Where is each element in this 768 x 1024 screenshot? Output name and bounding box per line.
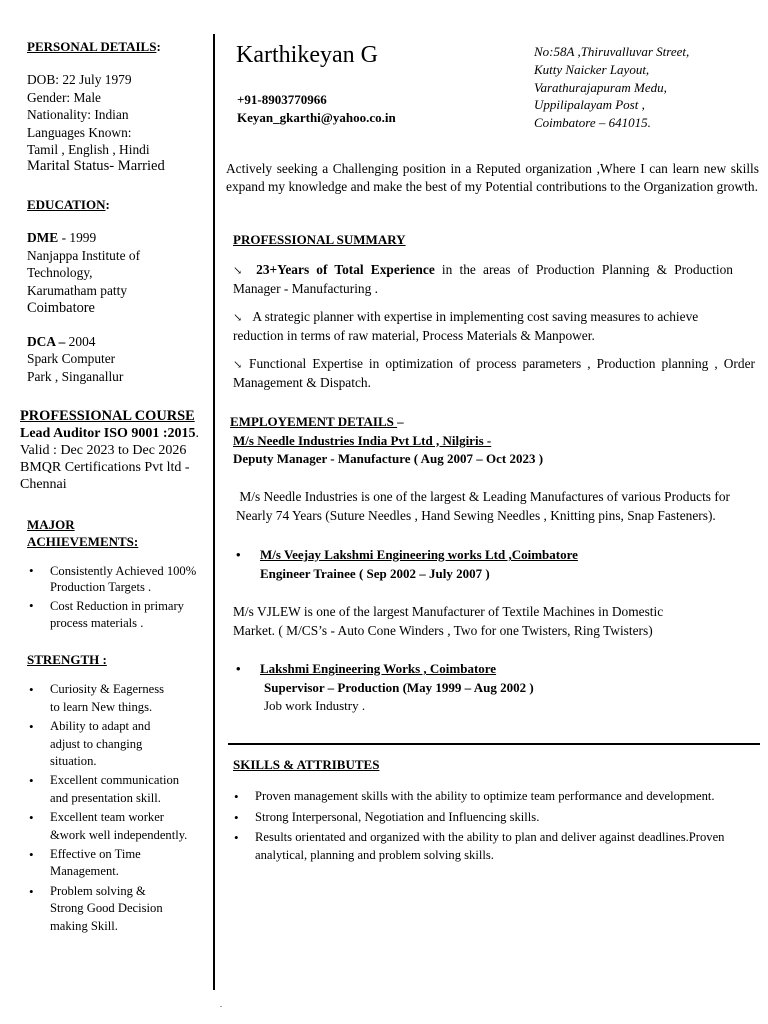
strength-item: • Problem solving & Strong Good Decision making Skill. bbox=[50, 883, 213, 935]
achievements-heading: MAJOR bbox=[27, 517, 75, 532]
strength-item: • Effective on Time Management. bbox=[50, 846, 213, 881]
skills-heading: SKILLS & ATTRIBUTES bbox=[233, 757, 380, 772]
personal-line: Tamil , English , Hindi bbox=[27, 142, 150, 158]
skill-item: • Strong Interpersonal, Negotiation and Influencing skills. bbox=[255, 809, 725, 827]
skill-item: • Proven management skills with the ability to optimize team performance and development. bbox=[255, 788, 725, 806]
job-company: M/s Veejay Lakshmi Engineering works Ltd ,Coimbatore bbox=[260, 547, 578, 562]
personal-line: Gender: Male bbox=[27, 89, 101, 105]
email-address: Keyan_gkarthi@yahoo.co.in bbox=[237, 109, 396, 125]
strength-item: • Curiosity & Eagerness to learn New things. bbox=[50, 681, 213, 716]
achievement-item: • Consistently Achieved 100% Production Targets . bbox=[50, 563, 213, 596]
column-divider bbox=[213, 34, 215, 990]
achievement-item: • Cost Reduction in primary process materials . bbox=[50, 598, 213, 631]
dca-title: DCA – bbox=[27, 334, 66, 350]
job-description: Job work Industry . bbox=[264, 698, 366, 713]
strength-heading: STRENGTH : bbox=[27, 652, 107, 667]
arrow-bullet-icon: ↘ bbox=[233, 265, 243, 277]
job-description: M/s Needle Industries is one of the largest & Leading Manufactures of various Products for Nearly 74 Years (Suture Needles , Hand Sewing Needles , Knitting pins, Snap Fasteners). bbox=[236, 489, 730, 523]
summary-item: ↘ A strategic planner with expertise in implementing cost saving measures to achieve reduction in terms of raw material, Process Materials & Manpower. bbox=[233, 309, 699, 343]
personal-line: Languages Known: bbox=[27, 124, 132, 140]
personal-line: Nationality: Indian bbox=[27, 107, 129, 123]
bullet-icon: • bbox=[236, 661, 241, 676]
marital-status: Marital Status- Married bbox=[27, 158, 165, 175]
achievements-section: MAJOR ACHIEVEMENTS: • Consistently Achieved 100% Production Targets . • Cost Reduction in primary process materials . bbox=[27, 516, 213, 633]
professional-summary-heading: PROFESSIONAL SUMMARY bbox=[233, 232, 406, 247]
arrow-bullet-icon: ↘ bbox=[233, 312, 243, 324]
phone-number: +91-8903770966 bbox=[237, 92, 327, 107]
dme-title: DME bbox=[27, 230, 59, 246]
footer-mark: . bbox=[220, 1000, 222, 1009]
job-company: Lakshmi Engineering Works , Coimbatore bbox=[260, 661, 497, 676]
personal-details-section: PERSONAL DETAILS: DOB: 22 July 1979 Gender: Male Nationality: Indian Languages Known: Tamil , English , Hindi Marital Status- Married bbox=[27, 38, 213, 176]
candidate-name: Karthikeyan G bbox=[236, 42, 378, 68]
course-title: Lead Auditor ISO 9001 :2015 bbox=[20, 426, 196, 441]
employment-header: EMPLOYEMENT DETAILS – M/s Needle Industries India Pvt Ltd , Nilgiris - Deputy Manager - Manufacture ( Aug 2007 – Oct 2023 ) bbox=[230, 413, 750, 469]
personal-details-heading: PERSONAL DETAILS bbox=[27, 39, 157, 54]
job-role: Deputy Manager - Manufacture ( Aug 2007 – Oct 2023 ) bbox=[233, 451, 544, 466]
job-role: Supervisor – Production (May 1999 – Aug 2002 ) bbox=[264, 679, 534, 695]
address-block: No:58A ,Thiruvalluvar Street, Kutty Naicker Layout, Varathurajapuram Medu, Uppilipalayam Post , Coimbatore – 641015. bbox=[534, 44, 690, 131]
career-objective: Actively seeking a Challenging position in a Reputed organization ,Where I can learn new skills expand my knowledge and make the best of my Potential contributions to the Organization growth. bbox=[226, 161, 759, 194]
strength-item: • Excellent communication and presentation skill. bbox=[50, 772, 213, 807]
education-section: EDUCATION: DME - 1999 Nanjappa Institute of Technology, Karumatham patty Coimbatore DCA – 2004 Spark Computer Park , Singanallur bbox=[27, 197, 141, 384]
personal-line: DOB: 22 July 1979 bbox=[27, 72, 132, 88]
education-heading: EDUCATION bbox=[27, 197, 106, 212]
arrow-bullet-icon: ↘ bbox=[233, 359, 243, 371]
employment-heading: EMPLOYEMENT DETAILS bbox=[230, 414, 398, 429]
skill-item: • Results orientated and organized with the ability to plan and deliver against deadlines.Proven analytical, planning and problem solving skills. bbox=[255, 829, 725, 864]
bullet-icon: • bbox=[236, 547, 241, 562]
job-entry bbox=[236, 660, 534, 716]
summary-item: ↘ Functional Expertise in optimization of process parameters , Production planning , Order Management & Dispatch. bbox=[233, 356, 755, 390]
skills-list bbox=[232, 788, 725, 866]
contact-block bbox=[237, 91, 396, 126]
strength-item: • Ability to adapt and adjust to changing situation. bbox=[50, 718, 213, 770]
job-company: M/s Needle Industries India Pvt Ltd , Nilgiris - bbox=[233, 432, 492, 448]
section-divider bbox=[228, 743, 760, 745]
summary-item: ↘ 23+Years of Total Experience in the areas of Production Planning & Production Manager - Manufacturing . bbox=[233, 262, 733, 296]
job-description: M/s VJLEW is one of the largest Manufacturer of Textile Machines in Domestic Market. ( M/CS’s - Auto Cone Winders , Two for one Twisters, Ring Twisters) bbox=[233, 604, 664, 638]
strength-section bbox=[27, 651, 213, 937]
professional-course-heading: PROFESSIONAL COURSE bbox=[20, 408, 195, 424]
job-role: Engineer Trainee ( Sep 2002 – July 2007 ) bbox=[260, 565, 490, 581]
job-entry bbox=[236, 546, 578, 583]
professional-course-section: PROFESSIONAL COURSE Lead Auditor ISO 9001 :2015. Valid : Dec 2023 to Dec 2026 BMQR Certifications Pvt ltd - Chennai bbox=[20, 408, 216, 493]
strength-item: • Excellent team worker &work well independently. bbox=[50, 809, 213, 844]
